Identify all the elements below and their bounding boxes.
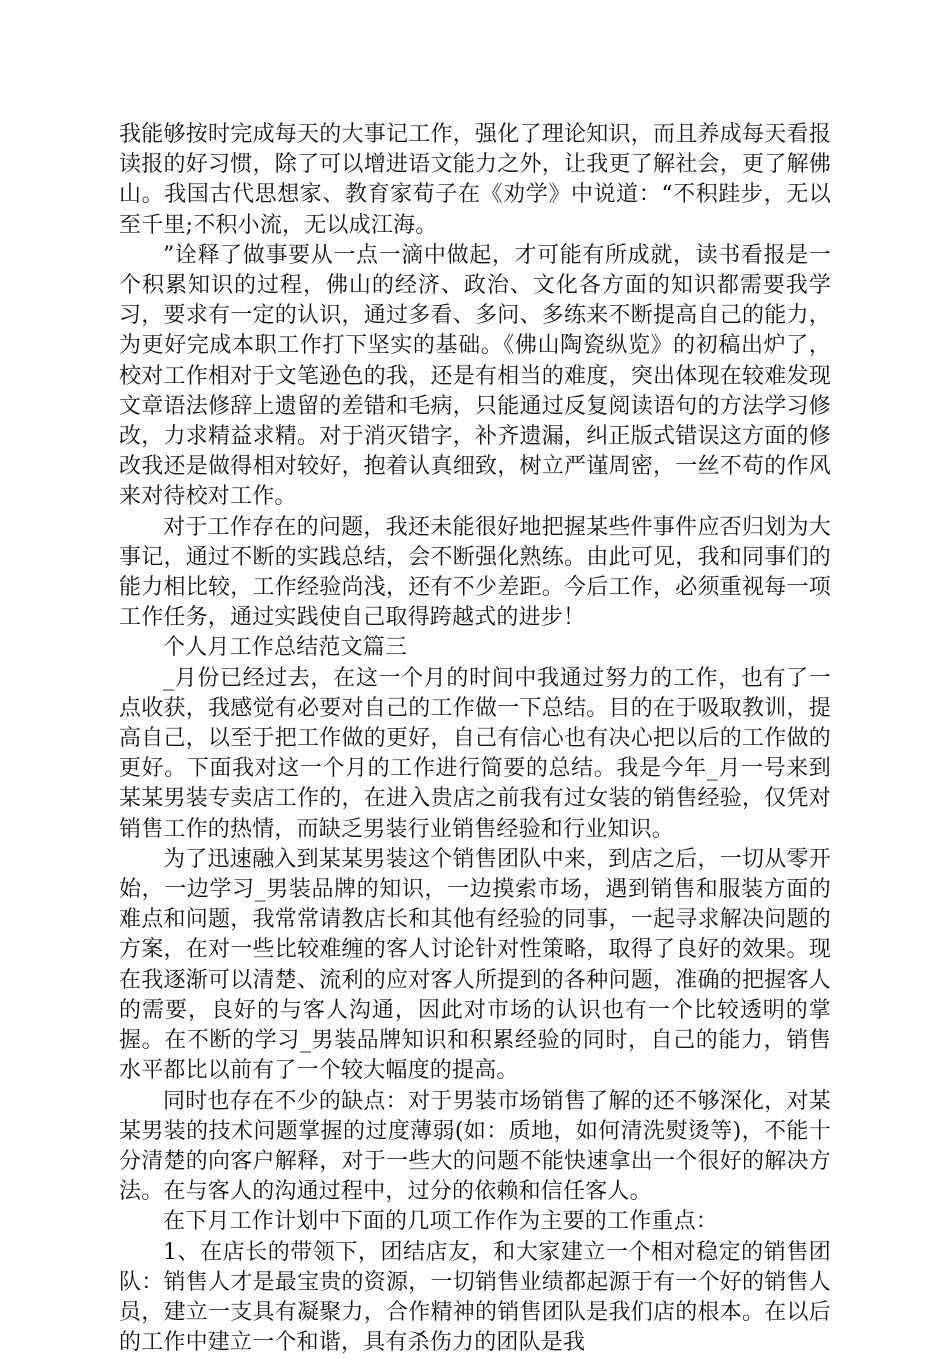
paragraph: 在下月工作计划中下面的几项工作作为主要的工作重点： bbox=[163, 1209, 719, 1235]
document-body bbox=[119, 120, 831, 1358]
paragraph: _月份已经过去，在这一个月的时间中我通过努力的工作，也有了一点收获，我感觉有必要对自己的工作做一下总结。目的在于吸取教训，提高自己，以至于把工作做的更好，自己有信心也有决心把以后的工作做的更好。下面我对这一个月的工作进行简要的总结。我是今年_月一号来到某某男装专卖店工作的，在进入贵店之前我有过女装的销售经验，仅凭对销售工作的热情，而缺乏男装行业销售经验和行业知识。 bbox=[119, 665, 831, 842]
paragraph: 1、在店长的带领下，团结店友，和大家建立一个相对稳定的销售团队：销售人才是最宝贵的资源，一切销售业绩都起源于有一个好的销售人员，建立一支具有凝聚力，合作精神的销售团队是我们店的根本。在以后的工作中建立一个和谐，具有杀伤力的团队是我 bbox=[119, 1239, 831, 1356]
paragraph: 同时也存在不少的缺点：对于男装市场销售了解的还不够深化，对某某男装的技术问题掌握的过度薄弱(如：质地，如何清洗熨烫等)，不能十分清楚的向客户解释，对于一些大的问题不能快速拿出一个很好的解决方法。在与客人的沟通过程中，过分的依赖和信任客人。 bbox=[119, 1088, 831, 1205]
section-heading: 个人月工作总结范文篇三 bbox=[163, 635, 408, 661]
paragraph: ”诠释了做事要从一点一滴中做起，才可能有所成就，读书看报是一个积累知识的过程，佛山的经济、政治、文化各方面的知识都需要我学习，要求有一定的认识，通过多看、多问、多练来不断提高自己的能力，为更好完成本职工作打下坚实的基础。《佛山陶瓷纵览》的初稿出炉了，校对工作相对于文笔逊色的我，还是有相当的难度，突出体现在较难发现文章语法修辞上遗留的差错和毛病，只能通过反复阅读语句的方法学习修改，力求精益求精。对于消灭错字，补齐遗漏，纠正版式错误这方面的修改我还是做得相对较好，抱着认真细致，树立严谨周密，一丝不苟的作风来对待校对工作。 bbox=[119, 242, 831, 510]
paragraph: 为了迅速融入到某某男装这个销售团队中来，到店之后，一切从零开始，一边学习_男装品牌的知识，一边摸索市场，遇到销售和服装方面的难点和问题，我常常请教店长和其他有经验的同事，一起寻求解决问题的方案，在对一些比较难缠的客人讨论针对性策略，取得了良好的效果。现在我逐渐可以清楚、流利的应对客人所提到的各种问题，准确的把握客人的需要，良好的与客人沟通，因此对市场的认识也有一个比较透明的掌握。在不断的学习_男装品牌知识和积累经验的同时，自己的能力，销售水平都比以前有了一个较大幅度的提高。 bbox=[119, 846, 831, 1084]
paragraph: 对于工作存在的问题，我还未能很好地把握某些件事件应否归划为大事记，通过不断的实践总结，会不断强化熟练。由此可见，我和同事们的能力相比较，工作经验尚浅，还有不少差距。今后工作，必须重视每一项工作任务，通过实践使自己取得跨越式的进步！ bbox=[119, 514, 831, 631]
paragraph: 我能够按时完成每天的大事记工作，强化了理论知识，而且养成每天看报读报的好习惯，除了可以增进语文能力之外，让我更了解社会，更了解佛山。我国古代思想家、教育家荀子在《劝学》中说道：“不积跬步，无以至千里;不积小流，无以成江海。 bbox=[119, 122, 831, 238]
